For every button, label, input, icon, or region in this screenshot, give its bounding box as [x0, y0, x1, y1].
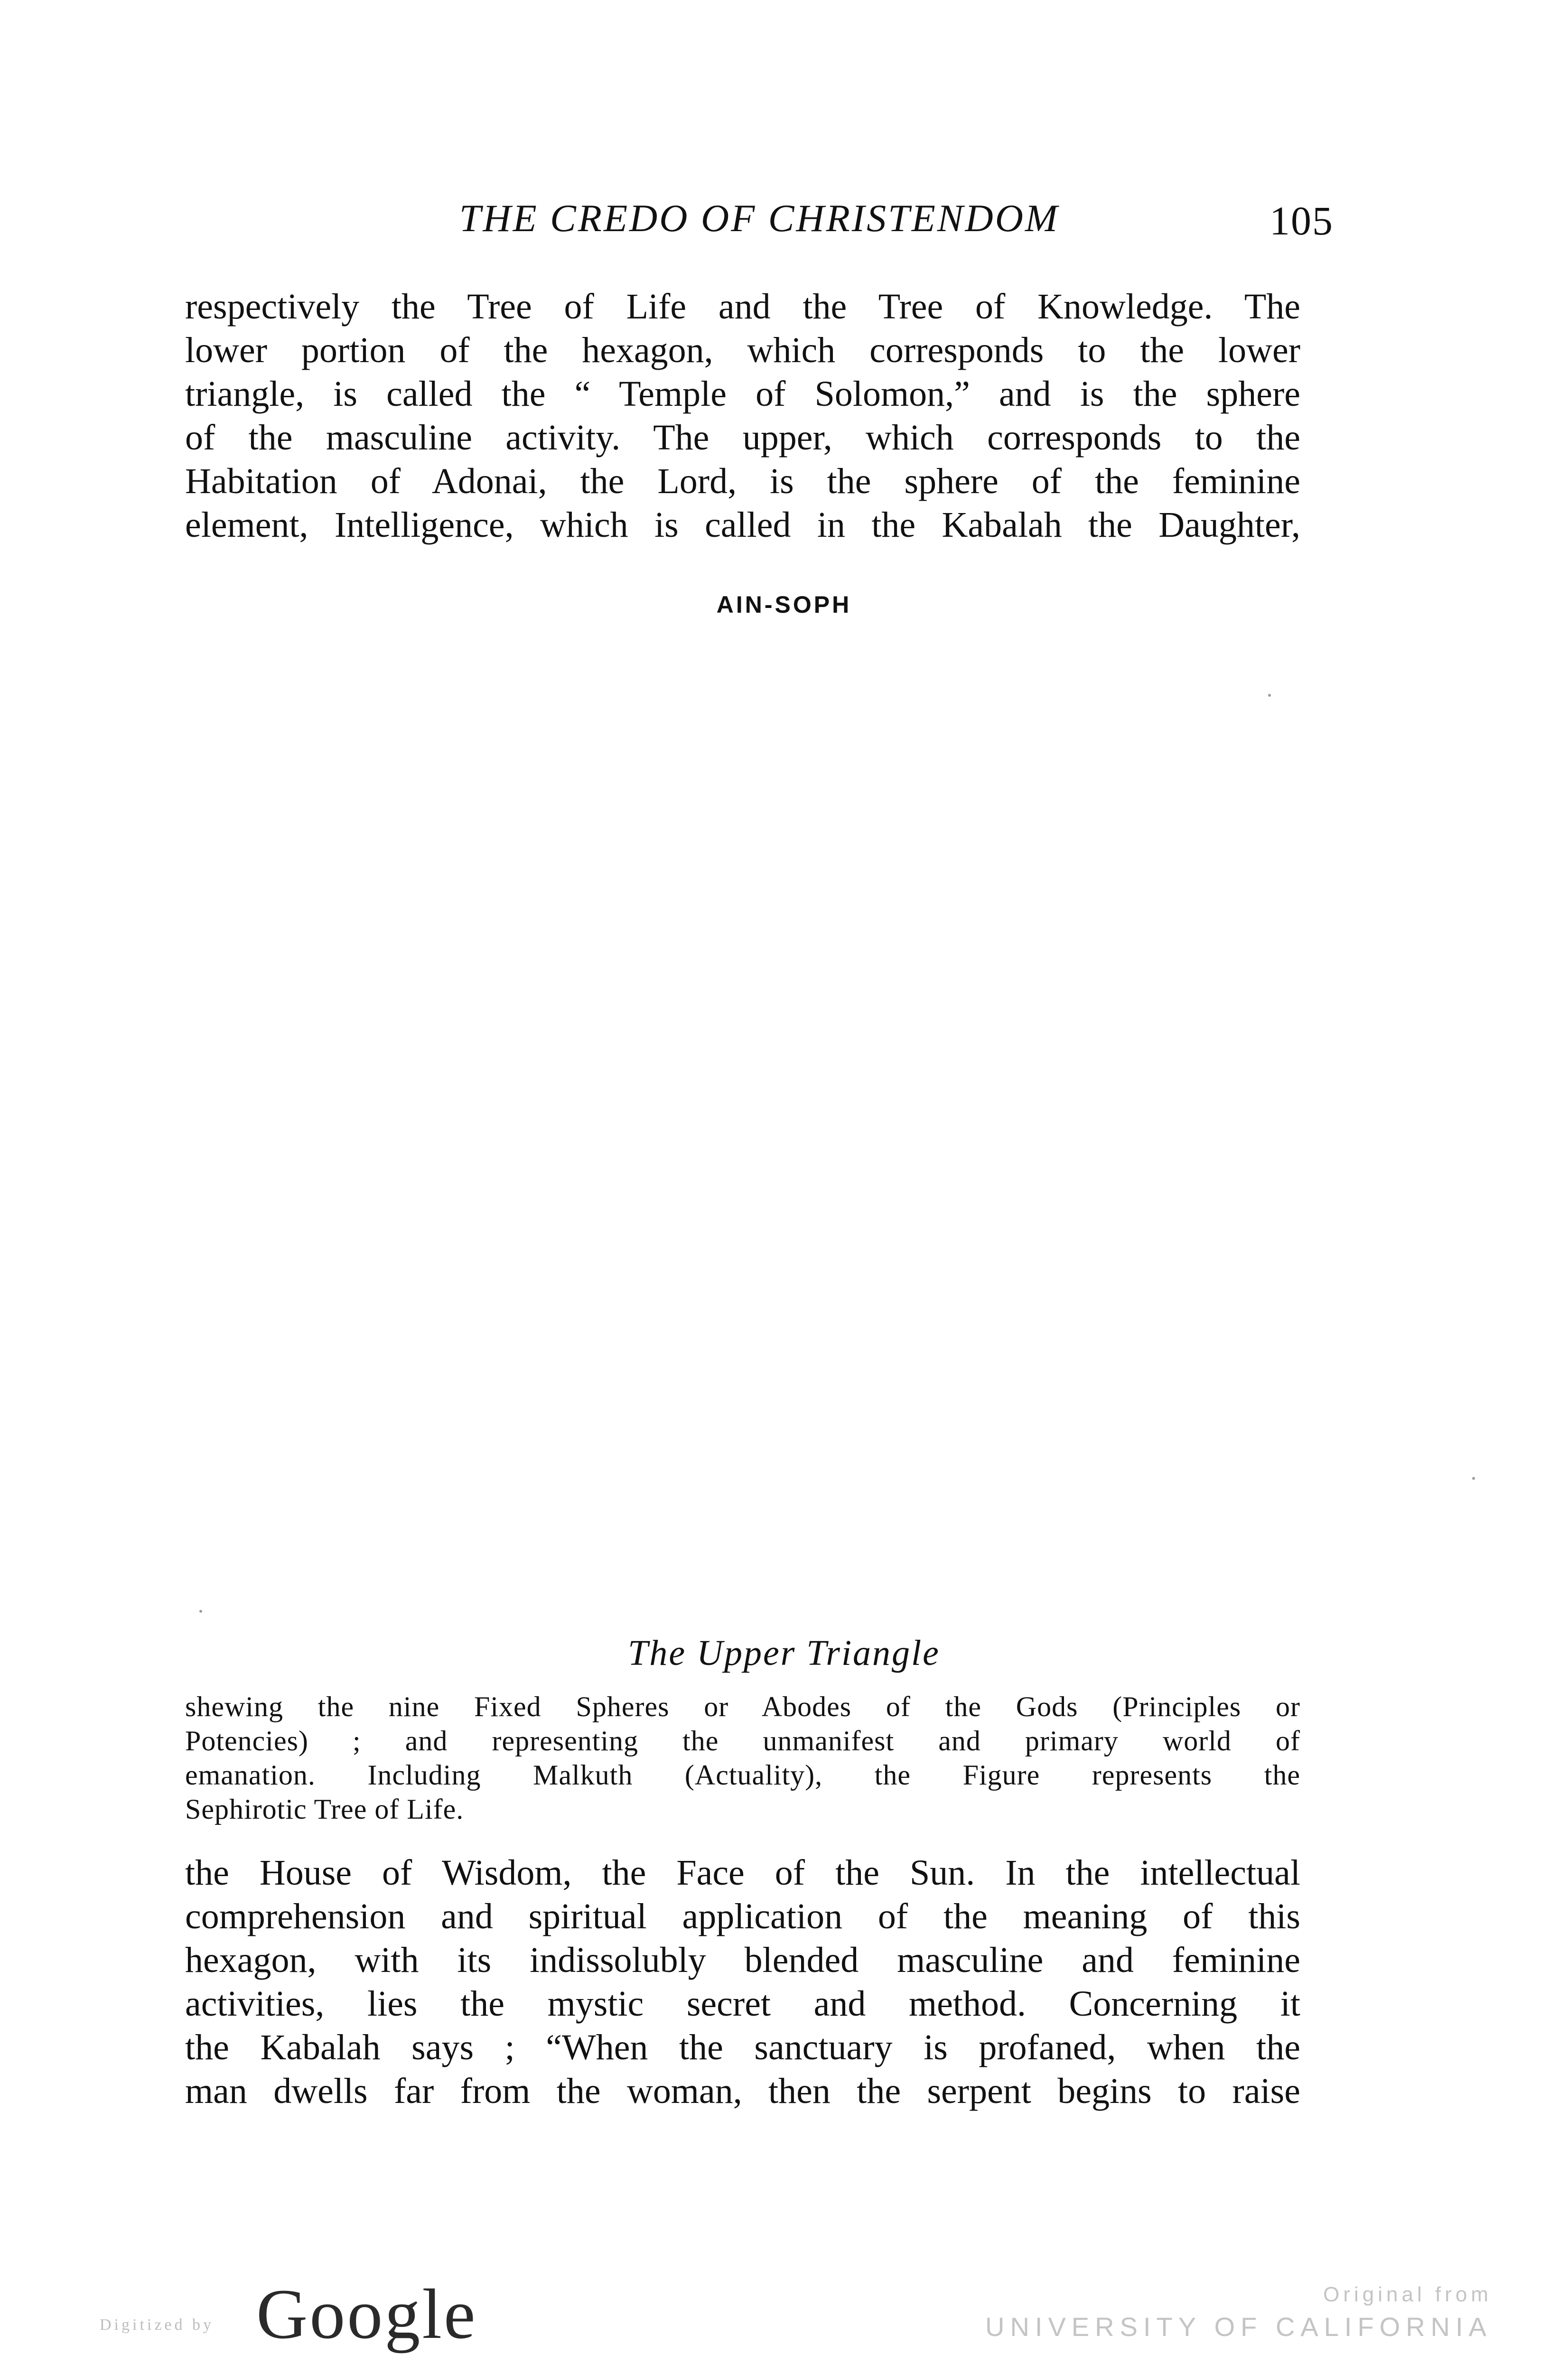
paragraph-bottom: [185, 1851, 1300, 2113]
text-line: Habitation of Adonai, the Lord, is the sphere of the feminine: [185, 461, 1300, 501]
running-title: THE CREDO OF CHRISTENDOM: [459, 196, 1060, 240]
text-line: of the masculine activity. The upper, which corresponds to the: [185, 418, 1300, 458]
scan-speck: [1472, 1477, 1475, 1480]
caption-line: shewing the nine Fixed Spheres or Abodes of the Gods (Principles or: [185, 1691, 1300, 1722]
university-text: UNIVERSITY OF CALIFORNIA: [985, 2312, 1492, 2342]
source-watermark: [985, 2283, 1492, 2342]
scan-speck: [199, 1610, 202, 1613]
text-line: lower portion of the hexagon, which corresponds to the lower: [185, 330, 1300, 370]
page-number: 105: [1269, 198, 1334, 243]
text-line: activities, lies the mystic secret and method. Concerning it: [185, 1984, 1300, 2024]
paragraph-top: [185, 285, 1300, 547]
caption-line: Sephirotic Tree of Life.: [185, 1794, 464, 1825]
text-line: respectively the Tree of Life and the Tree of Knowledge. The: [185, 287, 1300, 327]
running-head: [185, 190, 1334, 247]
google-logo: Google: [256, 2275, 477, 2354]
scan-speck: [1268, 694, 1271, 697]
figure-top-label: AIN-SOPH: [716, 591, 852, 618]
caption-line: Potencies) ; and representing the unmanifest and primary world of: [185, 1725, 1300, 1756]
figure-title: The Upper Triangle: [628, 1633, 940, 1673]
digitized-by-watermark: Digitized by: [100, 2316, 215, 2334]
text-line: the Kabalah says ; “When the sanctuary is profaned, when the: [185, 2027, 1300, 2067]
caption-line: emanation. Including Malkuth (Actuality), the Figure represents the: [185, 1759, 1300, 1791]
figure-caption: [185, 1690, 1300, 1826]
text-line: hexagon, with its indissolubly blended masculine and feminine: [185, 1940, 1300, 1980]
text-line: triangle, is called the “ Temple of Solomon,” and is the sphere: [185, 374, 1300, 414]
text-line: element, Intelligence, which is called in the Kabalah the Daughter,: [185, 505, 1300, 545]
original-from-text: Original from: [1323, 2283, 1492, 2306]
text-line: the House of Wisdom, the Face of the Sun. In the intellectual: [185, 1853, 1300, 1893]
text-line: comprehension and spiritual application of the meaning of this: [185, 1897, 1300, 1936]
figure-blank-area: [185, 641, 1300, 1590]
text-line: man dwells far from the woman, then the serpent begins to raise: [185, 2071, 1300, 2111]
